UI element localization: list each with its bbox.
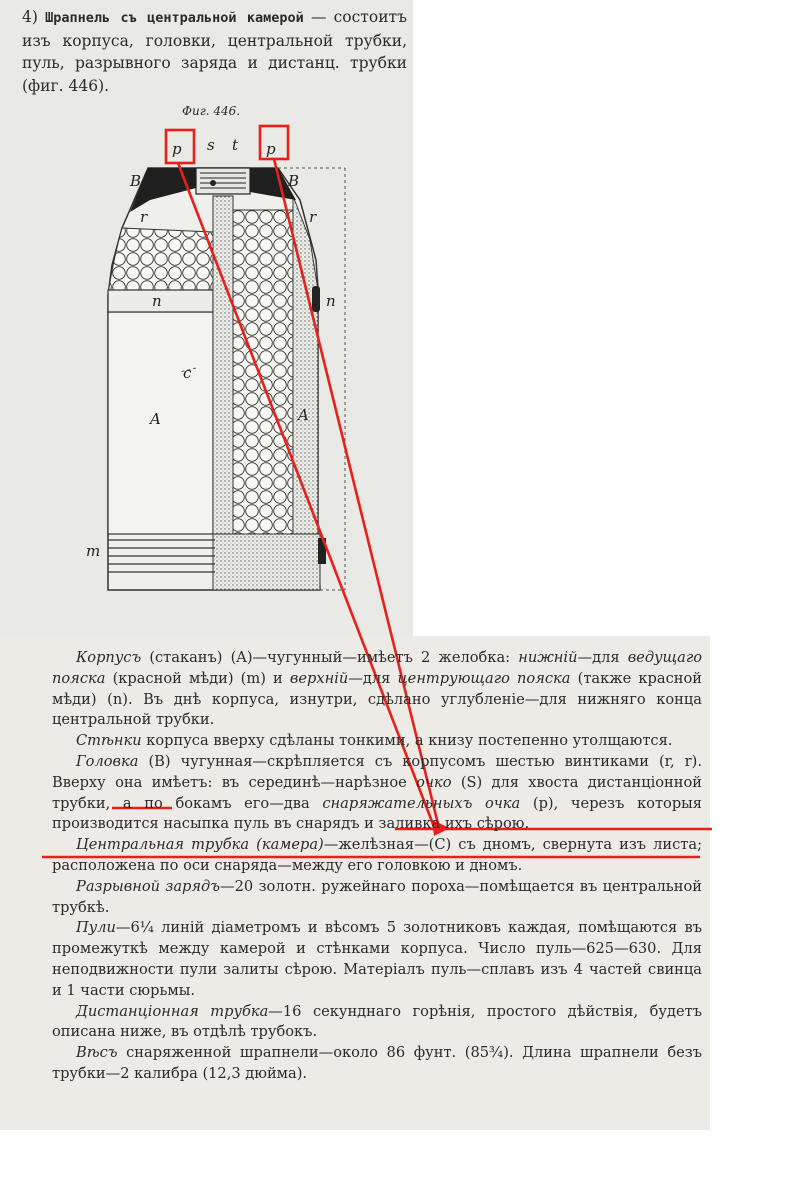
fuze-socket [196,168,250,194]
label-n-left: n [152,292,162,310]
shell-base [213,534,320,590]
paragraph-zaryad: Разрывной зарядъ—20 золотн. ружейнаго пороха—помѣщается въ центральной трубкѣ. [52,877,702,916]
label-p-left: p [172,140,182,158]
figure-caption: Фиг. 446. [182,104,241,118]
label-t: t [232,136,239,154]
label-n-right: n [326,292,336,310]
paragraph-stenki: Стѣнки корпуса вверху сдѣланы тонкими, а книзу постепенно утолщаются. [76,732,673,750]
paragraph-puli: Пули—6¼ линій діаметромъ и вѣсомъ 5 золотниковъ каждая, помѣщаются въ промежуткѣ между камерой и стѣнками корпуса. Число пуль—625—630. Для неподвижности пули залиты сѣрою. Матеріалъ пуль—сплавъ изъ 4 частей свинца и 1 части сюрьмы. [52,919,702,999]
label-m: m [86,542,101,560]
label-s: s [207,136,215,154]
paragraph-trubka: Центральная трубка (камера)—желѣзная—(C) съ дномъ, свернута изъ листа; расположена по оси снаряда—между его головкою и дномъ. [52,836,702,874]
paragraph-distants: Дистанціонная трубка—16 секунднаго горѣнія, простого дѣйствія, будетъ описана ниже, въ отдѣлѣ трубокъ. [52,1002,702,1041]
heading-title: Шрапнель съ центральной камерой [45,10,304,26]
label-B-right: B [288,172,300,190]
paragraph-korpus: Корпусъ (стаканъ) (A)—чугунный—имѣетъ 2 желобка: нижній—для ведущаго пояска (красной мѣди) (m) и верхній—для центрующаго пояска (также красной мѣди) (n). Въ днѣ корпуса, изнутри, сдѣлано углубленіе—для нижняго конца центральной трубки. [52,649,703,729]
label-p-right: p [266,140,276,158]
center-tube [213,196,233,534]
body-text [52,648,702,1085]
heading-number: 4) [22,8,38,26]
right-band-n [312,286,320,312]
paragraph-ves: Вѣсъ снаряженной шрапнели—около 86 фунт. (85¾). Длина шрапнели безъ трубки—2 калибра (12,3 дюйма). [52,1044,702,1082]
label-B-left: B [130,172,142,190]
heading-text: — состоитъ изъ корпуса, головки, центральной трубки, пуль, разрывного заряда и дистанц. трубки (фиг. 446). [22,8,407,95]
right-bullets [233,210,293,540]
label-r-left: r [140,208,148,226]
paragraph-golovka: Головка (B) чугунная—скрѣпляется съ корпусомъ шестью винтиками (r, r). Вверху она имѣетъ: въ серединѣ—нарѣзное очко (S) для хвоста дистанціонной трубки, а по бокамъ его—два снаряжательныхъ очка (p), черезъ которыя производится насыпка пуль въ снарядъ и заливка ихъ сѣрою. [52,752,702,833]
left-bullets [108,228,213,295]
socket-hole [210,180,216,186]
label-A-right: A [298,406,309,424]
label-r-right: r [309,208,317,226]
label-c: c [183,364,192,382]
label-A-left: A [150,410,161,428]
